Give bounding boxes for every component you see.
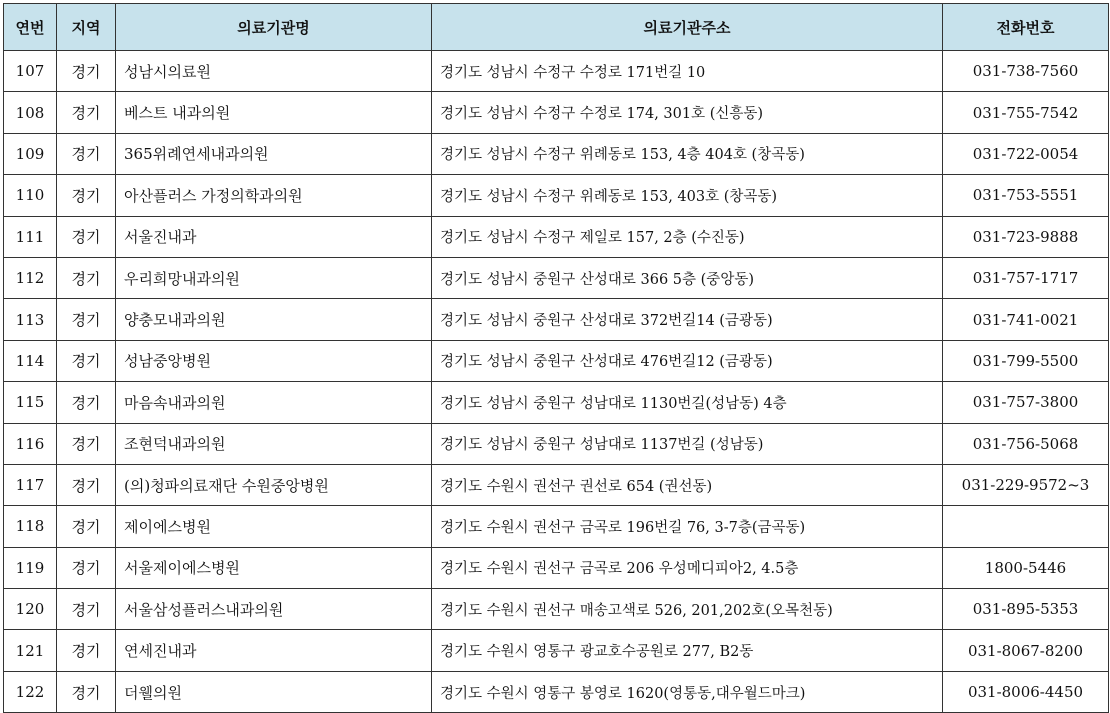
table-row	[4, 671, 1109, 712]
table-row	[4, 92, 1109, 133]
cell-phone: 031-8067-8200	[943, 630, 1109, 671]
cell-region: 경기	[57, 464, 116, 505]
cell-name: 서울진내과	[116, 216, 432, 257]
table-row	[4, 133, 1109, 174]
cell-no: 114	[4, 340, 57, 381]
cell-no: 109	[4, 133, 57, 174]
cell-address: 경기도 성남시 수정구 위례동로 153, 403호 (창곡동)	[432, 175, 943, 216]
cell-name: 서울삼성플러스내과의원	[116, 589, 432, 630]
table-row	[4, 175, 1109, 216]
cell-phone: 031-757-1717	[943, 257, 1109, 298]
cell-no: 110	[4, 175, 57, 216]
cell-name: 제이에스병원	[116, 506, 432, 547]
cell-address: 경기도 수원시 권선구 금곡로 196번길 76, 3-7층(금곡동)	[432, 506, 943, 547]
cell-phone	[943, 506, 1109, 547]
table-row	[4, 299, 1109, 340]
cell-name: 베스트 내과의원	[116, 92, 432, 133]
cell-region: 경기	[57, 423, 116, 464]
table-row	[4, 589, 1109, 630]
header-phone: 전화번호	[943, 4, 1109, 51]
cell-no: 116	[4, 423, 57, 464]
cell-address: 경기도 성남시 수정구 위례동로 153, 4층 404호 (창곡동)	[432, 133, 943, 174]
header-region: 지역	[57, 4, 116, 51]
cell-no: 120	[4, 589, 57, 630]
header-no: 연번	[4, 4, 57, 51]
cell-phone: 031-756-5068	[943, 423, 1109, 464]
cell-phone: 031-741-0021	[943, 299, 1109, 340]
cell-region: 경기	[57, 216, 116, 257]
cell-name: 양충모내과의원	[116, 299, 432, 340]
cell-region: 경기	[57, 299, 116, 340]
table-row	[4, 340, 1109, 381]
cell-name: 마음속내과의원	[116, 382, 432, 423]
cell-region: 경기	[57, 382, 116, 423]
cell-phone: 031-895-5353	[943, 589, 1109, 630]
cell-address: 경기도 성남시 수정구 수정로 171번길 10	[432, 51, 943, 92]
cell-name: 조현덕내과의원	[116, 423, 432, 464]
cell-region: 경기	[57, 175, 116, 216]
cell-region: 경기	[57, 133, 116, 174]
cell-no: 113	[4, 299, 57, 340]
cell-name: (의)청파의료재단 수원중앙병원	[116, 464, 432, 505]
table-container	[3, 3, 1109, 713]
cell-region: 경기	[57, 589, 116, 630]
cell-phone: 031-723-9888	[943, 216, 1109, 257]
header-address: 의료기관주소	[432, 4, 943, 51]
cell-name: 더웰의원	[116, 671, 432, 712]
cell-name: 아산플러스 가정의학과의원	[116, 175, 432, 216]
header-name: 의료기관명	[116, 4, 432, 51]
cell-phone: 031-229-9572~3	[943, 464, 1109, 505]
cell-no: 107	[4, 51, 57, 92]
cell-no: 112	[4, 257, 57, 298]
cell-phone: 031-799-5500	[943, 340, 1109, 381]
cell-address: 경기도 성남시 중원구 산성대로 366 5층 (중앙동)	[432, 257, 943, 298]
hospital-table	[3, 3, 1109, 713]
cell-address: 경기도 수원시 권선구 매송고색로 526, 201,202호(오목천동)	[432, 589, 943, 630]
cell-phone: 031-722-0054	[943, 133, 1109, 174]
cell-region: 경기	[57, 547, 116, 588]
cell-name: 성남중앙병원	[116, 340, 432, 381]
cell-region: 경기	[57, 506, 116, 547]
cell-phone: 031-755-7542	[943, 92, 1109, 133]
cell-name: 우리희망내과의원	[116, 257, 432, 298]
cell-no: 115	[4, 382, 57, 423]
cell-address: 경기도 수원시 영통구 봉영로 1620(영통동,대우월드마크)	[432, 671, 943, 712]
cell-region: 경기	[57, 340, 116, 381]
cell-no: 121	[4, 630, 57, 671]
cell-phone: 1800-5446	[943, 547, 1109, 588]
cell-no: 108	[4, 92, 57, 133]
cell-address: 경기도 수원시 권선구 금곡로 206 우성메디피아2, 4.5층	[432, 547, 943, 588]
table-row	[4, 506, 1109, 547]
table-row	[4, 547, 1109, 588]
cell-name: 365위례연세내과의원	[116, 133, 432, 174]
cell-address: 경기도 수원시 영통구 광교호수공원로 277, B2동	[432, 630, 943, 671]
table-row	[4, 257, 1109, 298]
cell-phone: 031-8006-4450	[943, 671, 1109, 712]
cell-address: 경기도 성남시 수정구 수정로 174, 301호 (신흥동)	[432, 92, 943, 133]
cell-region: 경기	[57, 92, 116, 133]
cell-region: 경기	[57, 671, 116, 712]
table-row	[4, 51, 1109, 92]
cell-name: 서울제이에스병원	[116, 547, 432, 588]
cell-address: 경기도 성남시 중원구 성남대로 1137번길 (성남동)	[432, 423, 943, 464]
table-row	[4, 630, 1109, 671]
cell-phone: 031-738-7560	[943, 51, 1109, 92]
cell-address: 경기도 성남시 중원구 산성대로 372번길14 (금광동)	[432, 299, 943, 340]
cell-name: 성남시의료원	[116, 51, 432, 92]
table-row	[4, 382, 1109, 423]
cell-name: 연세진내과	[116, 630, 432, 671]
cell-region: 경기	[57, 630, 116, 671]
cell-address: 경기도 성남시 중원구 산성대로 476번길12 (금광동)	[432, 340, 943, 381]
header-row	[4, 4, 1109, 51]
cell-phone: 031-753-5551	[943, 175, 1109, 216]
cell-phone: 031-757-3800	[943, 382, 1109, 423]
cell-no: 111	[4, 216, 57, 257]
table-row	[4, 216, 1109, 257]
cell-address: 경기도 성남시 중원구 성남대로 1130번길(성남동) 4층	[432, 382, 943, 423]
cell-no: 122	[4, 671, 57, 712]
cell-no: 118	[4, 506, 57, 547]
cell-region: 경기	[57, 51, 116, 92]
cell-no: 119	[4, 547, 57, 588]
cell-region: 경기	[57, 257, 116, 298]
cell-address: 경기도 수원시 권선구 권선로 654 (권선동)	[432, 464, 943, 505]
table-row	[4, 423, 1109, 464]
cell-address: 경기도 성남시 수정구 제일로 157, 2층 (수진동)	[432, 216, 943, 257]
cell-no: 117	[4, 464, 57, 505]
table-row	[4, 464, 1109, 505]
